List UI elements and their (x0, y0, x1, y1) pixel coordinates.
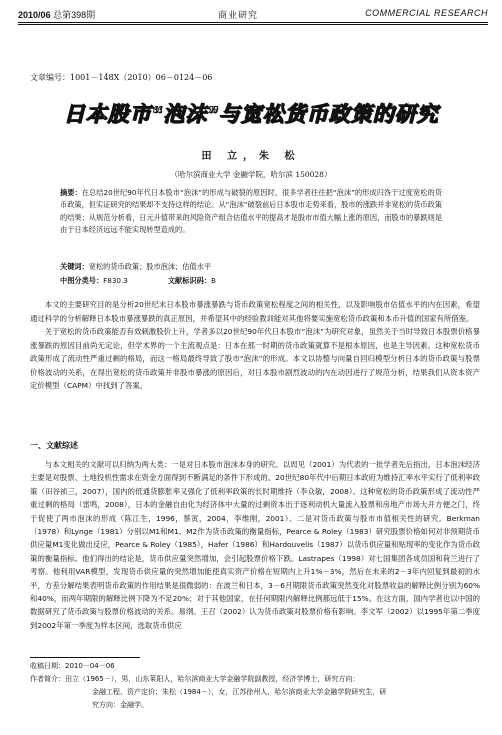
authors: 田 立，朱 松 (201, 151, 301, 162)
issue-info: 2010/06 总第398期 (18, 10, 96, 20)
footnote-rule (30, 657, 140, 658)
literature-review (30, 458, 480, 632)
introduction (30, 298, 480, 393)
author-bio-cont: 究方向：金融学。 (92, 701, 148, 709)
article-number: 文章编号：1001－148X（2010）06－0124－06 (30, 73, 213, 82)
author-bio: 作者简介：田立（1965－），男，山东莱阳人，哈尔滨商业大学金融学院副教授，经济学博士，研究方向： (30, 675, 360, 683)
journal-name-en: COMMERCIAL RESEARCH (365, 8, 488, 18)
intro-paragraph: 关于宽松的货币政策能否有效刺激股价上升，学者多以20世纪90年代日本股市“泡沫”为研究对象，虽然关于当时导致日本股票价格暴涨暴跌的原因目前尚无定论，但学术界的一个主流观点是：日本在那一时期的货币政策就算不是根本原因，也是主导因素。这种宽松货币政策形成了流动性严重过剩的格局，而这一格局最终导致了股市“泡沫”的形成。本文以协整与向量自回归模型分析日本的货币政策与股票价格波动的关系，在得出宽松的货币政策并非股市暴涨的原因后，对日本股市剧烈波动的内在动因进行了规范分析，结果我们从资本资产定价模型（CAPM）中找到了答案。 (30, 327, 480, 390)
review-paragraph: 与本文相关的文献可以归纳为两大类：一是对日本股市泡沫本身的研究。以周见（2001）为代表的一批学者先后指出，日本泡沫经济主要是对股票、土地投机性需求在资金方面得到不断满足的条件下形成的。20世纪80年代中后期日本政府为维持汇率水平实行了低利率政策（田谷祯三，2007），国内的低通货膨胀率又强化了低利率政策的长时期维持（李众敏，2008）。这种宽松的货币政策形成了流动性严重过剩的格局（雷鸣，2008），日本的金融自由化为经济体中大量的过剩资本出于逐利动机大量流入股票和房地产市场大开方便之门，终于促使了两市泡沫的形成（陈江生，1996，蔡寅，2004，李维刚，2001）。二是对货币政策与股市市值相关性的研究。Berkman（1978）和Lynge（1981）分别以M1和M1、M2作为货币政策的衡量指标，Pearce & Roley（1983）研究股票价格如何对非预期货币供应量M1变化做出反应，Pearce & Roley（1985），Hafer（1986）和Hardouvelis（1987）以货币供应量和贴现率的变化作为货币政策的衡量指标。他们得出的结论是，货币供应量突然增加，会引起股票价格下跌。Lastrapes（1998）对七国集团各成员国和荷兰进行了考察。他利用VAR模型，发现货币供应量的突然增加能使真实资产价格在短期内上升1%－3%，然后在未来的2－3年内回复到最初的水平，方差分解结果表明货币政策的作用结果是很微弱的：在波兰和日本，3－6月期限货币政策突然变化对股票收益的解释比例分别为60%和40%，而两年期限的解释比例下降为不足20%；对于其他国家，在任何期限内解释比例都远低于15%。在这方面，国内学者也以中国的数据研究了货币政策与股票价格波动的关系。易纲、王召（2002）认为货币政策对股票价格有影响。李文军（2002）以1995年第二季度到2002年第一季度为样本区间，选取货币供应 (30, 460, 480, 630)
header-rule (18, 24, 488, 25)
author-bio-cont: 金融工程、资产定价；朱松（1984－），女，江苏徐州人，哈尔滨商业大学金融学院研究生，研 (92, 688, 387, 696)
journal-name-cn: 商业研究 (218, 10, 259, 20)
received-date: 收稿日期：2010－04－06 (30, 662, 115, 670)
affiliation: （哈尔滨商业大学 金融学院，哈尔滨 150028） (170, 170, 332, 179)
intro-paragraph: 本文的主要研究目的是分析20世纪末日本股市暴涨暴跌与货币政策宽松程度之间的相关性，以及影响股市估值水平的内在因素，希望通过科学的分析解释日本股市暴涨暴跌的真正原因，并希望其中的经验教训能对其他将要实施宽松货币政策和本币升值的国家有所借鉴。 (30, 300, 480, 323)
paper-title: 日本股市“泡沫”与宽松货币政策的研究 (63, 103, 439, 126)
footnotes (30, 660, 472, 712)
running-header (18, 6, 488, 23)
abstract: 摘要：在总结20世纪90年代日本股市“泡沫”的形成与破裂的原因时，很多学者往往把“泡沫”的形成归咎于过度宽松的货币政策，但实证研究的结果却不支持这样的结论。从“泡沫”破裂前后日本股市走势来看，股市的涨跌并非宽松的货币政策的结果；从规范分析看，日元升值带来的风险资产组合估值水平的提高才是股市市值大幅上涨的原因，而股市的暴跌则是由于日本经济远远不能实现转型造成的。 (60, 188, 442, 235)
classification: 中图分类号：F830.3 文献标识码：B (60, 276, 216, 285)
keywords: 关键词：宽松的货币政策；股市泡沫；估值水平 (60, 262, 211, 271)
section-heading: 一、文献综述 (30, 441, 78, 450)
